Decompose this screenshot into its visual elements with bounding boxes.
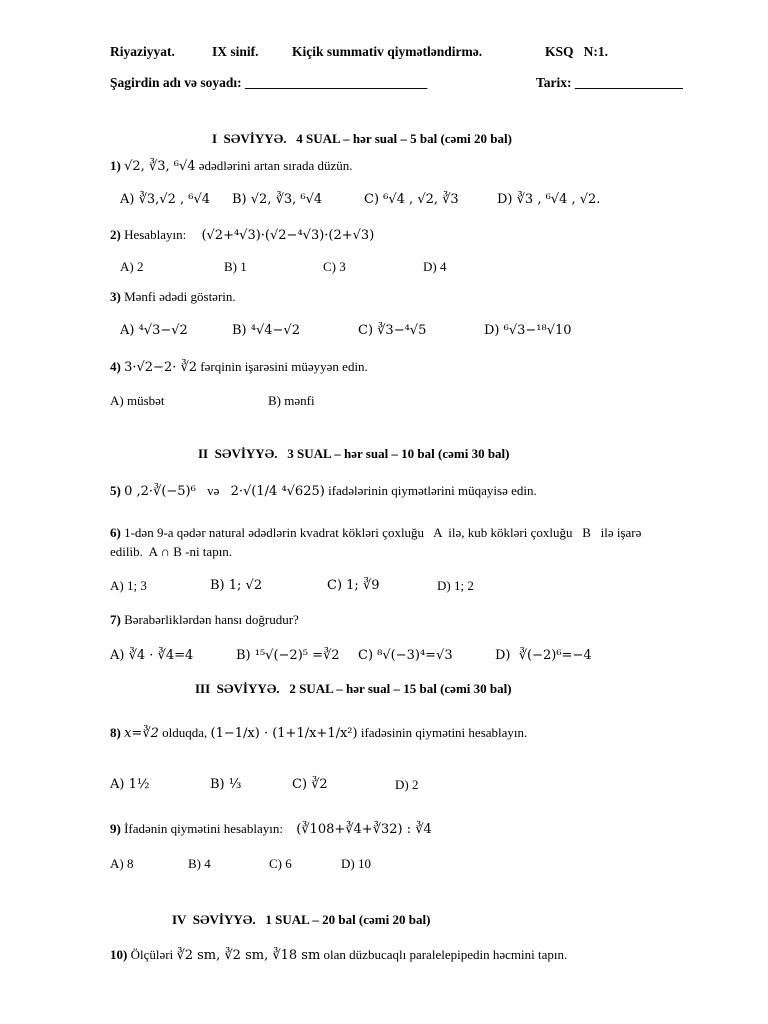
q9-option-c: C) 6 bbox=[269, 856, 292, 871]
level-1-heading: I SƏVİYYƏ. 4 SUAL – hər sual – 5 bal (cəmi 20 bal) bbox=[212, 131, 512, 146]
question-number: 9) bbox=[110, 821, 121, 836]
question-text-2: ifadəsinin qiymətini hesablayın. bbox=[360, 725, 528, 740]
question-number: 1) bbox=[110, 158, 121, 173]
question-number: 4) bbox=[110, 359, 121, 374]
question-text: olduqda, bbox=[162, 725, 208, 740]
conjunction: və bbox=[207, 483, 220, 498]
q2-option-d: D) 4 bbox=[423, 259, 447, 274]
q7-option-b: B) ¹⁵√(−2)⁵ =∛2 bbox=[236, 648, 340, 663]
question-math: ∛2 sm, ∛2 sm, ∛18 sm bbox=[176, 948, 321, 963]
question-text: fərqinin işarəsini müəyyən edin. bbox=[200, 359, 368, 374]
question-text: ifadələrinin qiymətlərini müqayisə edin. bbox=[328, 483, 537, 498]
question-8 bbox=[110, 725, 527, 741]
question-text: Bərabərliklərdən hansı doğrudur? bbox=[124, 612, 299, 627]
q7-option-a: A) ∛4 · ∛4=4 bbox=[110, 648, 194, 663]
q3-option-a: A) ⁴√3−√2 bbox=[120, 323, 188, 338]
q2-option-a: A) 2 bbox=[120, 259, 144, 274]
ksq-number: KSQ N:1. bbox=[545, 44, 609, 59]
question-6-line-2: edilib. A ∩ B -ni tapın. bbox=[110, 544, 233, 559]
question-number: 7) bbox=[110, 612, 121, 627]
question-10 bbox=[110, 947, 567, 963]
subject: Riyaziyyat. bbox=[110, 44, 175, 59]
question-text: ədədlərini artan sırada düzün. bbox=[198, 158, 353, 173]
question-text: Mənfi ədədi göstərin. bbox=[124, 289, 236, 304]
question-9 bbox=[110, 821, 432, 837]
q6-option-c: C) 1; ∛9 bbox=[327, 578, 380, 593]
q4-option-b: B) mənfi bbox=[268, 393, 315, 408]
q6-option-b: B) 1; √2 bbox=[210, 578, 263, 593]
q8-option-b: B) ⅓ bbox=[210, 777, 242, 792]
q1-option-c: C) ⁶√4 , √2, ∛3 bbox=[364, 192, 459, 207]
q3-option-c: C) ∛3−⁴√5 bbox=[358, 323, 427, 338]
q8-option-a: A) 1½ bbox=[110, 777, 150, 792]
question-1 bbox=[110, 158, 353, 174]
grade: IX sinif. bbox=[212, 44, 259, 59]
q1-option-d: D) ∛3 , ⁶√4 , √2. bbox=[497, 192, 601, 207]
q8-option-c: C) ∛2 bbox=[292, 777, 328, 792]
question-5 bbox=[110, 483, 537, 499]
q8-option-d: D) 2 bbox=[395, 777, 419, 792]
q3-option-d: D) ⁶√3−¹⁸√10 bbox=[484, 323, 572, 338]
question-text: Hesablayın: bbox=[124, 227, 187, 242]
q9-option-a: A) 8 bbox=[110, 856, 134, 871]
question-expression: (1−1/x) · (1+1/x+1/x²) bbox=[210, 726, 358, 741]
question-7 bbox=[110, 612, 299, 628]
q1-option-b: B) √2, ∛3, ⁶√4 bbox=[232, 192, 323, 207]
question-text-line-1: 1-dən 9-a qədər natural ədədlərin kvadrat kökləri çoxluğu A ilə, kub kökləri çoxluğu B ilə işarə bbox=[124, 525, 642, 540]
q4-option-a: A) müsbət bbox=[110, 393, 165, 408]
q6-option-d: D) 1; 2 bbox=[437, 578, 474, 593]
question-number: 5) bbox=[110, 483, 121, 498]
question-number: 2) bbox=[110, 227, 121, 242]
question-6 bbox=[110, 525, 641, 541]
date-field: Tarix: ________________ bbox=[536, 75, 683, 90]
question-number: 3) bbox=[110, 289, 121, 304]
question-number: 10) bbox=[110, 947, 128, 962]
q7-option-d: D) ∛(−2)⁶=−4 bbox=[495, 648, 592, 663]
q9-option-b: B) 4 bbox=[188, 856, 211, 871]
level-2-heading: II SƏVİYYƏ. 3 SUAL – hər sual – 10 bal (cəmi 30 bal) bbox=[198, 446, 510, 461]
question-number: 6) bbox=[110, 525, 121, 540]
test-title: Kiçik summativ qiymətləndirmə. bbox=[292, 44, 483, 59]
question-math: 3·√2−2· ∛2 bbox=[124, 360, 198, 375]
question-math: √2, ∛3, ⁶√4 bbox=[124, 159, 196, 174]
question-text-2: olan düzbucaqlı paralelepipedin həcmini tapın. bbox=[323, 947, 568, 962]
student-name-field: Şagirdin adı və soyadı: ___________________________ bbox=[110, 75, 428, 90]
level-4-heading: IV SƏVİYYƏ. 1 SUAL – 20 bal (cəmi 20 bal) bbox=[172, 912, 431, 927]
question-math: x=∛2 bbox=[124, 726, 159, 741]
question-text: Ölçüləri bbox=[130, 947, 174, 962]
question-math: (√2+⁴√3)·(√2−⁴√3)·(2+√3) bbox=[201, 228, 375, 243]
question-math: (∛108+∛4+∛32) : ∛4 bbox=[296, 822, 432, 837]
q3-option-b: B) ⁴√4−√2 bbox=[232, 323, 300, 338]
question-3 bbox=[110, 289, 236, 305]
question-math-1: 0 ,2·∛(−5)⁶ bbox=[124, 484, 196, 499]
q2-option-c: C) 3 bbox=[323, 259, 346, 274]
q6-option-a: A) 1; 3 bbox=[110, 578, 147, 593]
question-text: İfadənin qiymətini hesablayın: bbox=[124, 821, 283, 836]
q7-option-c: C) ⁸√(−3)⁴=√3 bbox=[358, 648, 453, 663]
question-4 bbox=[110, 359, 368, 375]
level-3-heading: III SƏVİYYƏ. 2 SUAL – hər sual – 15 bal (cəmi 30 bal) bbox=[195, 681, 512, 696]
q1-option-a: A) ∛3,√2 , ⁶√4 bbox=[120, 192, 210, 207]
question-math-2: 2·√(1/4 ⁴√625) bbox=[230, 484, 325, 499]
q9-option-d: D) 10 bbox=[341, 856, 371, 871]
question-number: 8) bbox=[110, 725, 121, 740]
q2-option-b: B) 1 bbox=[224, 259, 247, 274]
question-2 bbox=[110, 227, 374, 243]
